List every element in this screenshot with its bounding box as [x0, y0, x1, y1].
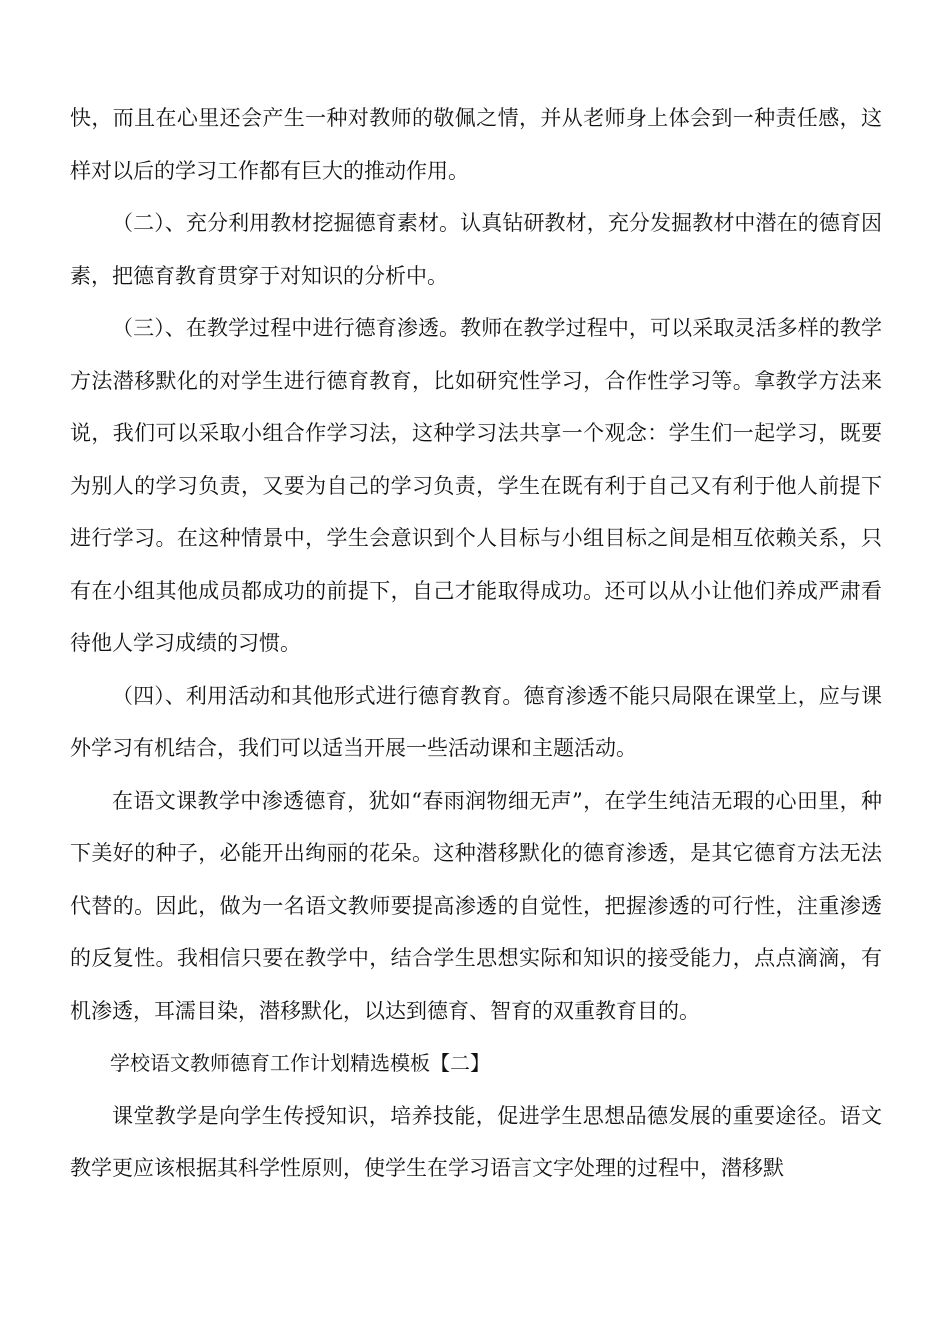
paragraph-conclusion: 在语文课教学中渗透德育，犹如“春雨润物细无声”，在学生纯洁无瑕的心田里，种下美好的种子，必能开出绚丽的花朵。这种潜移默化的德育渗透，是其它德育方法无法代替的。因此，做为一名语文教师要提高渗透的自觉性，把握渗透的可行性，注重渗透的反复性。我相信只要在教学中，结合学生思想实际和知识的接受能力，点点滴滴，有机渗透，耳濡目染，潜移默化，以达到德育、智育的双重教育目的。 — [70, 788, 882, 1023]
paragraph-continuation: 快，而且在心里还会产生一种对教师的敬佩之情，并从老师身上体会到一种责任感，这样对以后的学习工作都有巨大的推动作用。 — [70, 106, 882, 183]
paragraph-section-four: （四）、利用活动和其他形式进行德育教育。德育渗透不能只局限在课堂上，应与课外学习有机结合，我们可以适当开展一些活动课和主题活动。 — [70, 683, 882, 760]
section-heading: 学校语文教师德育工作计划精选模板【二】 — [110, 1051, 490, 1075]
paragraph-section-two: （二）、充分利用教材挖掘德育素材。认真钻研教材，充分发掘教材中潜在的德育因素，把德育教育贯穿于对知识的分析中。 — [70, 211, 882, 288]
paragraph-intro-two: 课堂教学是向学生传授知识，培养技能，促进学生思想品德发展的重要途径。语文教学更应该根据其科学性原则，使学生在学习语言文字处理的过程中，潜移默 — [70, 1103, 882, 1180]
document-body — [70, 92, 882, 1195]
paragraph-section-three: （三）、在教学过程中进行德育渗透。教师在教学过程中，可以采取灵活多样的教学方法潜移默化的对学生进行德育教育，比如研究性学习，合作性学习等。拿教学方法来说，我们可以采取小组合作学习法，这种学习法共享一个观念：学生们一起学习，既要为别人的学习负责，又要为自己的学习负责，学生在既有利于自己又有利于他人前提下进行学习。在这种情景中，学生会意识到个人目标与小组目标之间是相互依赖关系，只有在小组其他成员都成功的前提下，自己才能取得成功。还可以从小让他们养成严肃看待他人学习成绩的习惯。 — [70, 316, 882, 655]
